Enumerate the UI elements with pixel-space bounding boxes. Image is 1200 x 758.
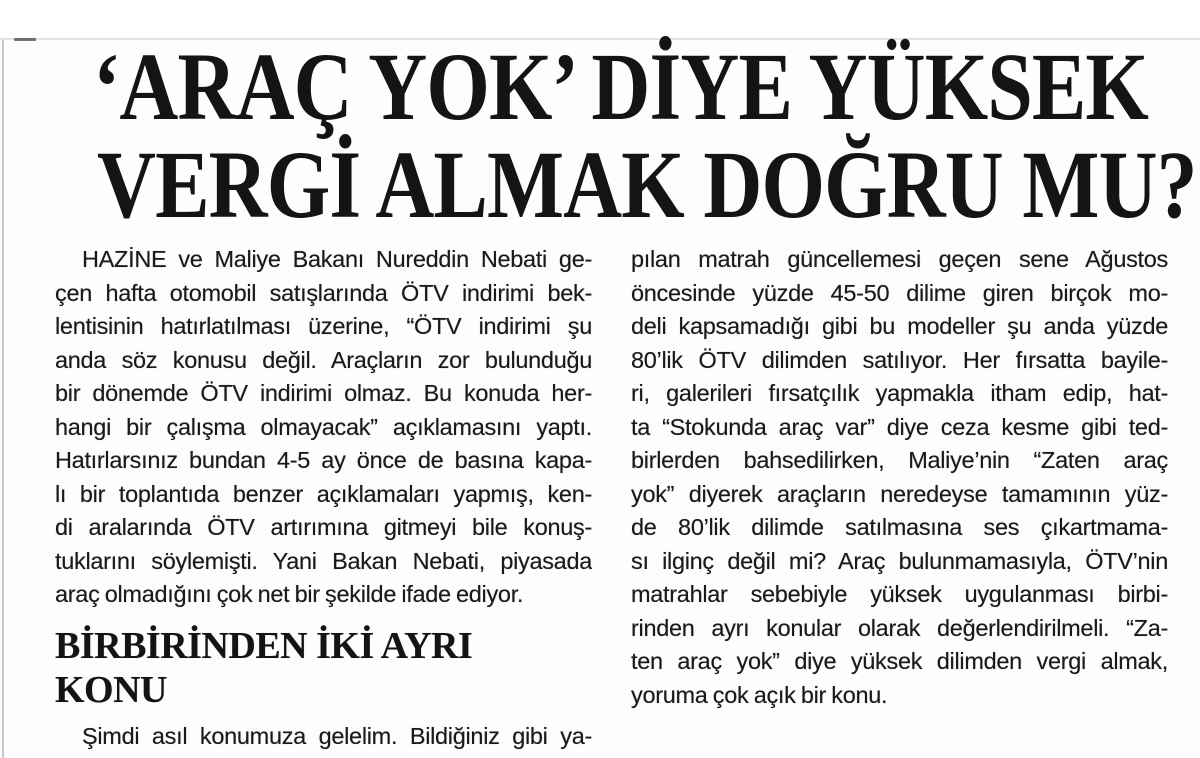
body-text-line: ri, galerileri fırsatçılık yapmakla itham edip, hat-	[631, 380, 1168, 406]
body-text-line: Şimdi asıl konumuza gelelim. Bildiğiniz gibi ya-	[82, 722, 592, 749]
body-text-line: rinden ayrı konular olarak değerlendirilmeli. “Za-	[631, 614, 1168, 641]
body-text-line: ta “Stokunda araç var” diye ceza kesme gibi ted-	[631, 413, 1168, 440]
body-text-line: sı ilginç değil mi? Araç bulunmamasıyla, ÖTV’nin	[631, 547, 1168, 574]
body-text-line: Hatırlarsınız bundan 4-5 ay önce de basına kapa-	[55, 447, 592, 473]
headline-line-1: ‘ARAÇ YOK’ DİYE YÜKSEK	[93, 33, 1149, 140]
headline-row-2	[0, 131, 1200, 238]
body-text-line: öncesinde yüzde 45-50 dilime giren birçok mo-	[631, 279, 1168, 306]
scan-edge-left	[2, 38, 4, 758]
paragraph-2	[55, 720, 592, 754]
body-text-line: lı bir toplantıda benzer açıklamaları yapmış, ken-	[55, 480, 592, 507]
body-text-line: ten araç yok” diye yüksek dilimden vergi almak,	[631, 648, 1168, 674]
headline-row-1	[0, 33, 1200, 140]
body-text-line: anda söz konusu değil. Araçların zor bulunduğu	[55, 346, 592, 373]
article-body	[0, 243, 1200, 753]
column-left	[55, 243, 592, 753]
article-headline	[0, 33, 1200, 238]
body-text-line: matrahlar sebebiyle yüksek uygulanması birbi-	[631, 581, 1168, 607]
body-text-line: tuklarını söylemişti. Yani Bakan Nebati, piyasada	[55, 547, 592, 574]
column-right	[631, 243, 1168, 753]
body-text-line: bir dönemde ÖTV indirimi olmaz. Bu konuda her-	[55, 380, 592, 406]
body-text-line: di aralarında ÖTV artırımına gitmeyi bile konuş-	[55, 514, 592, 540]
body-text-line: araç olmadığını çok net bir şekilde ifade ediyor.	[55, 581, 524, 607]
body-text-line: lentisinin hatırlatılması üzerine, “ÖTV indirimi şu	[55, 313, 592, 339]
body-text-line: yok” diyerek araçların neredeyse tamamının yüz-	[631, 480, 1168, 507]
paragraph-2-continued	[631, 243, 1168, 712]
body-text-line: pılan matrah güncellemesi geçen sene Ağustos	[631, 246, 1168, 272]
body-text-line: HAZİNE ve Maliye Bakanı Nureddin Nebati ge-	[82, 246, 592, 272]
headline-line-2: VERGİ ALMAK DOĞRU MU?	[97, 131, 1197, 238]
body-text-line: 80’lik ÖTV dilimden satılıyor. Her fırsatta bayile-	[631, 346, 1168, 373]
body-text-line: yoruma çok açık bir konu.	[631, 681, 888, 708]
body-text-line: deli kapsamadığı gibi bu modeller şu anda yüzde	[631, 313, 1168, 339]
newspaper-clipping	[0, 33, 1200, 758]
section-subheading: BİRBİRİNDEN İKİ AYRI KONU	[55, 624, 473, 711]
body-text-line: birlerden bahsedilirken, Maliye’nin “Zaten araç	[631, 447, 1168, 473]
body-text-line: hangi bir çalışma olmayacak” açıklamasını yaptı.	[55, 413, 592, 440]
paragraph-1	[55, 243, 592, 612]
scan-artifact-mark	[14, 38, 36, 41]
body-text-line: çen hafta otomobil satışlarında ÖTV indirimi bek-	[55, 279, 592, 306]
body-text-line: de 80’lik dilimde satılmasına ses çıkartmama-	[631, 514, 1168, 540]
